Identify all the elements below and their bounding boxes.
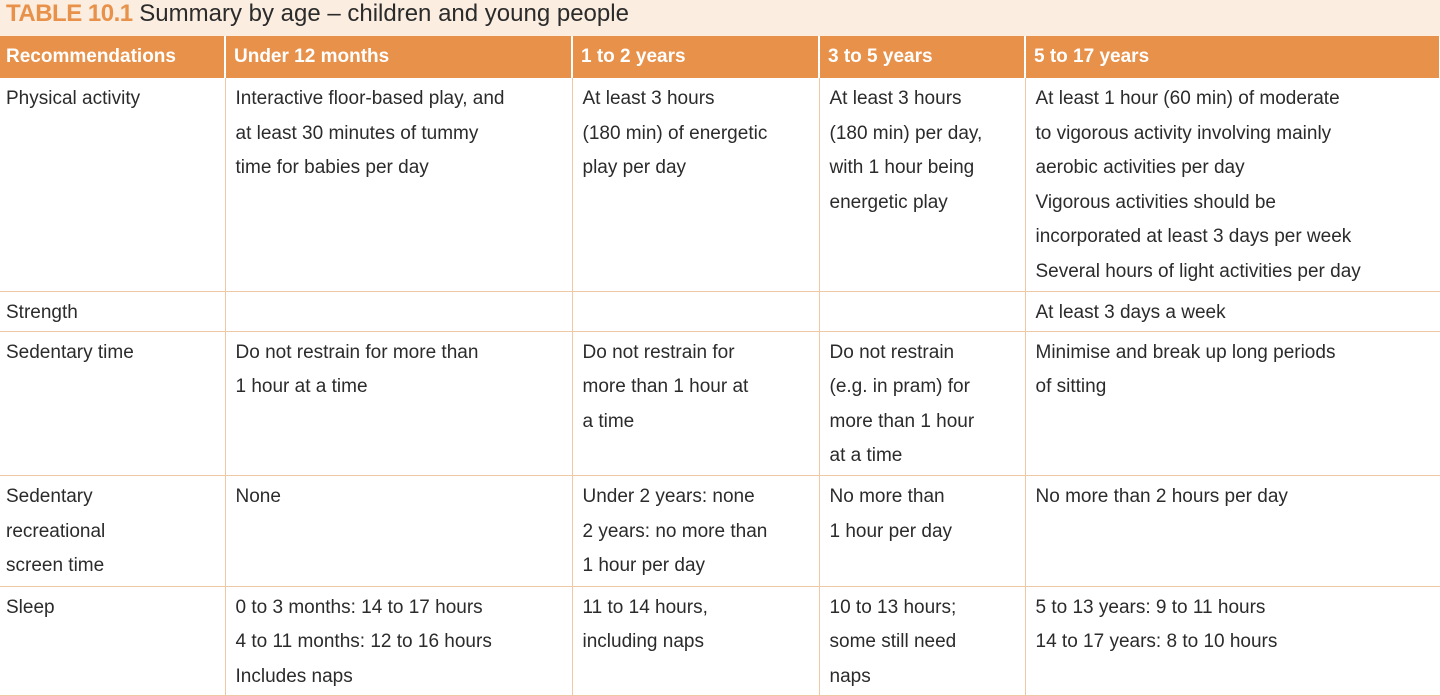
cell-line: No more than 2 hours per day <box>1035 486 1288 508</box>
cell-line: Minimise and break up long periods <box>1035 341 1336 363</box>
cell-line: At least 1 hour (60 min) of moderate <box>1035 88 1340 109</box>
cell-line: of sitting <box>1035 376 1107 398</box>
cell-1-to-2-years <box>572 586 819 695</box>
row-label <box>0 291 225 331</box>
cell-under-12-months <box>225 476 572 587</box>
cell-line: 2 years: no more than <box>582 520 768 542</box>
cell-1-to-2-years <box>572 476 819 587</box>
cell-line: No more than <box>829 486 945 508</box>
cell-5-to-17-years <box>1025 78 1440 291</box>
cell-3-to-5-years <box>819 331 1025 476</box>
table-row <box>0 476 1440 587</box>
cell-line: including naps <box>582 631 704 653</box>
cell-line: 14 to 17 years: 8 to 10 hours <box>1035 631 1278 653</box>
row-label-line: Sedentary time <box>6 341 134 363</box>
row-label <box>0 586 225 695</box>
row-label-line: Sedentary <box>6 486 93 508</box>
cell-under-12-months <box>225 586 572 695</box>
cell-under-12-months <box>225 331 572 476</box>
cell-line: At least 3 hours <box>582 88 715 109</box>
cell-line: At least 3 days a week <box>1035 301 1226 323</box>
cell-1-to-2-years <box>572 331 819 476</box>
cell-3-to-5-years <box>819 291 1025 331</box>
cell-line: with 1 hour being <box>829 157 975 178</box>
table-row <box>0 78 1440 291</box>
table-title <box>6 0 629 28</box>
cell-line: Several hours of light activities per day <box>1035 260 1361 282</box>
cell-5-to-17-years <box>1025 291 1440 331</box>
cell-line: more than 1 hour at <box>582 376 749 398</box>
header-under-12-months: Under 12 months <box>225 36 572 78</box>
cell-line: at a time <box>829 445 903 467</box>
cell-line: naps <box>829 665 871 687</box>
cell-1-to-2-years <box>572 78 819 291</box>
cell-1-to-2-years <box>572 291 819 331</box>
table-title-text: Summary by age – children and young people <box>139 0 629 27</box>
row-label-line: recreational <box>6 520 106 542</box>
table-number-label: TABLE 10.1 <box>6 0 133 27</box>
header-row <box>0 36 1440 78</box>
table-row <box>0 586 1440 695</box>
cell-line: 1 hour at a time <box>235 376 368 398</box>
cell-5-to-17-years <box>1025 331 1440 476</box>
cell-line: None <box>235 486 281 508</box>
cell-line: Vigorous activities should be <box>1035 191 1276 213</box>
cell-line: play per day <box>582 157 687 178</box>
header-1-to-2-years: 1 to 2 years <box>572 36 819 78</box>
header-3-to-5-years: 3 to 5 years <box>819 36 1025 78</box>
table-body <box>0 78 1440 696</box>
cell-line: aerobic activities per day <box>1035 157 1245 178</box>
cell-line: 11 to 14 hours, <box>582 596 708 618</box>
cell-3-to-5-years <box>819 586 1025 695</box>
table-row <box>0 291 1440 331</box>
cell-line: Do not restrain <box>829 341 955 363</box>
cell-line: a time <box>582 410 635 432</box>
cell-line: some still need <box>829 631 957 653</box>
cell-line: energetic play <box>829 191 948 213</box>
cell-line: Do not restrain for <box>582 341 735 363</box>
title-bar <box>0 0 1440 36</box>
cell-line: Includes naps <box>235 665 353 687</box>
cell-line: 1 hour per day <box>829 520 953 542</box>
cell-line: (e.g. in pram) for <box>829 376 970 398</box>
row-label-line: Strength <box>6 301 78 323</box>
row-label-line: Sleep <box>6 596 55 618</box>
cell-line: time for babies per day <box>235 157 429 178</box>
cell-line: 4 to 11 months: 12 to 16 hours <box>235 631 492 653</box>
cell-line: Under 2 years: none <box>582 486 755 508</box>
row-label-line: Physical activity <box>6 88 141 109</box>
cell-line: incorporated at least 3 days per week <box>1035 226 1352 247</box>
row-label-line: screen time <box>6 555 105 577</box>
cell-5-to-17-years <box>1025 586 1440 695</box>
cell-line: (180 min) per day, <box>829 122 983 144</box>
cell-line: 1 hour per day <box>582 555 706 577</box>
row-label <box>0 476 225 587</box>
table-row <box>0 331 1440 476</box>
row-label <box>0 331 225 476</box>
header-5-to-17-years: 5 to 17 years <box>1025 36 1440 78</box>
cell-line: At least 3 hours <box>829 88 962 109</box>
cell-line: (180 min) of energetic <box>582 122 768 144</box>
cell-line: 10 to 13 hours; <box>829 596 957 618</box>
summary-table <box>0 36 1440 696</box>
cell-line: to vigorous activity involving mainly <box>1035 122 1332 144</box>
cell-line: Do not restrain for more than <box>235 341 479 363</box>
cell-line: at least 30 minutes of tummy <box>235 122 479 144</box>
cell-3-to-5-years <box>819 476 1025 587</box>
cell-line: 0 to 3 months: 14 to 17 hours <box>235 596 483 618</box>
cell-line: 5 to 13 years: 9 to 11 hours <box>1035 596 1266 618</box>
cell-5-to-17-years <box>1025 476 1440 587</box>
cell-under-12-months <box>225 291 572 331</box>
row-label <box>0 78 225 291</box>
cell-under-12-months <box>225 78 572 291</box>
cell-3-to-5-years <box>819 78 1025 291</box>
cell-line: more than 1 hour <box>829 410 975 432</box>
cell-line: Interactive floor-based play, and <box>235 88 505 109</box>
header-recommendations: Recommendations <box>0 36 225 78</box>
